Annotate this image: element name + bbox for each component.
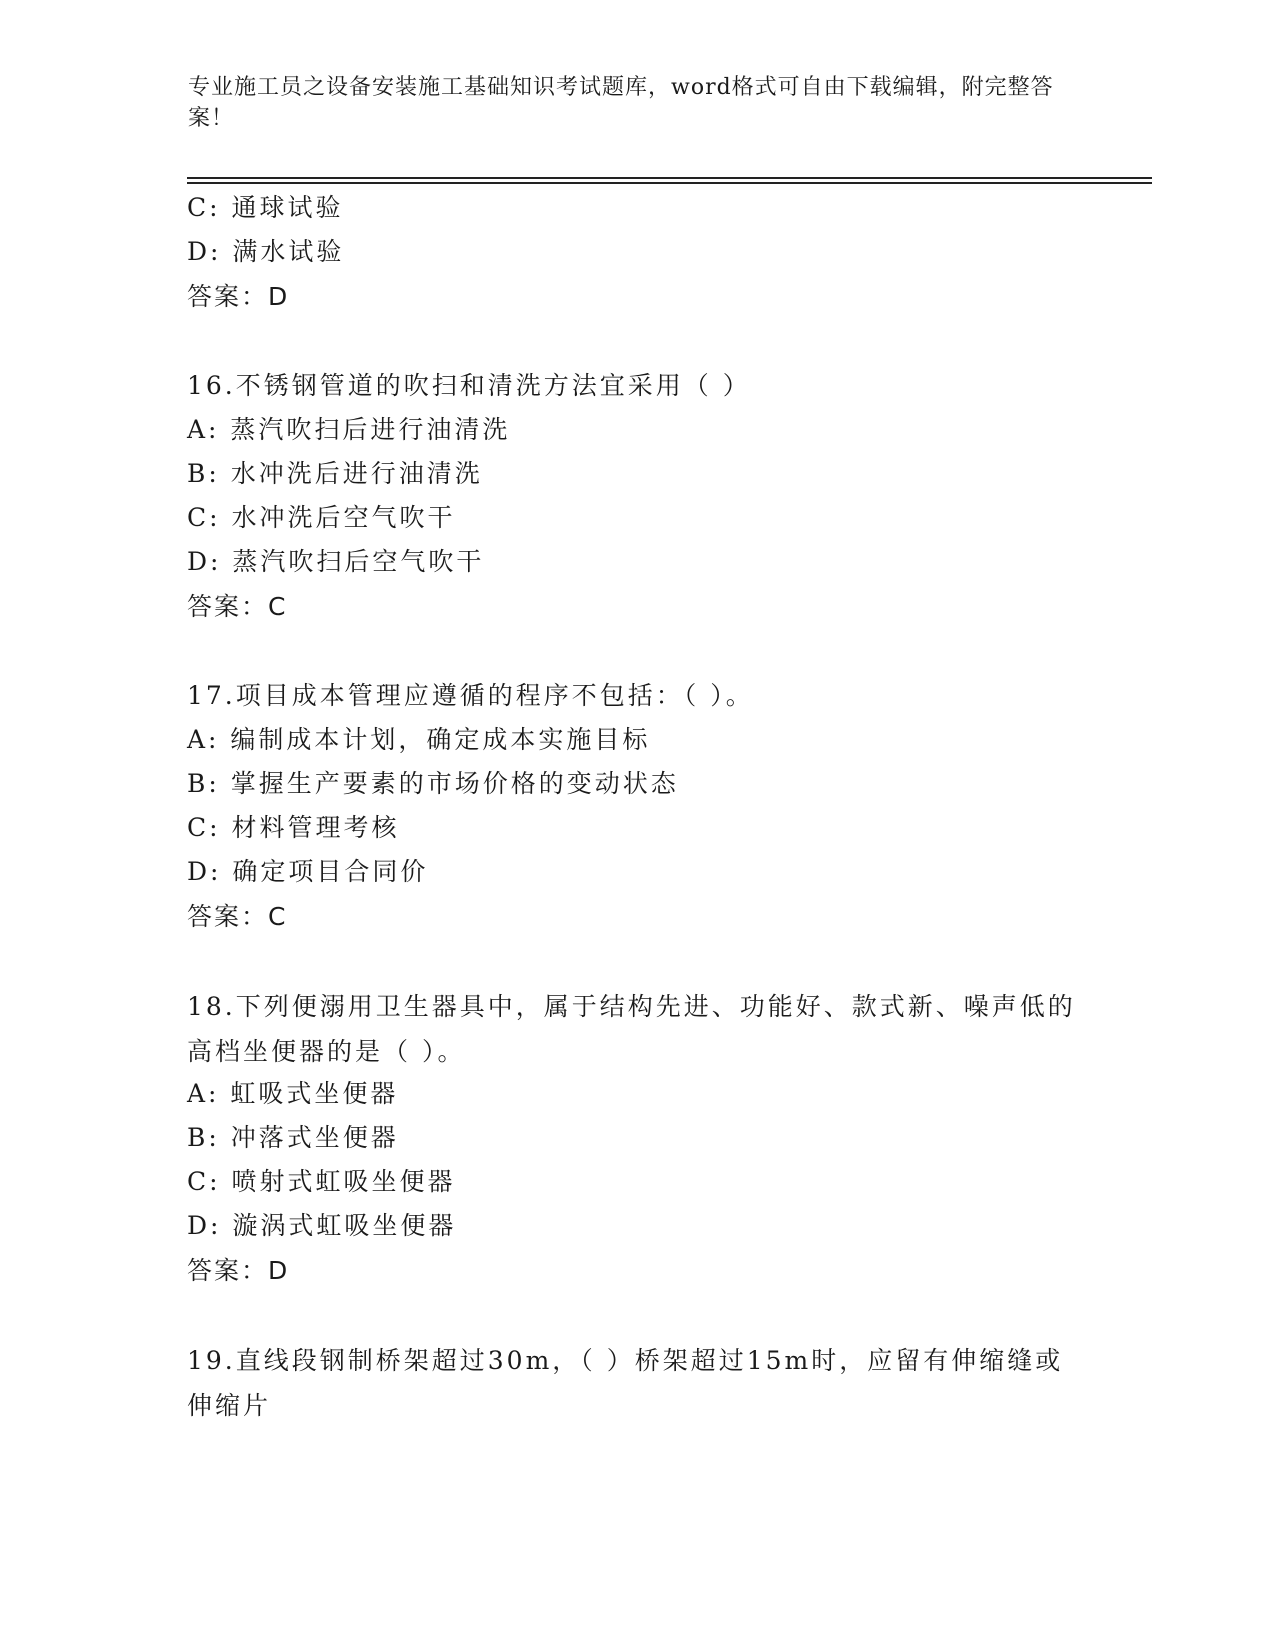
q17-stem: 17.项目成本管理应遵循的程序不包括：（ ）。 — [187, 681, 754, 710]
q18-option-a: A: 虹吸式坐便器 — [187, 1079, 399, 1108]
q17-option-c: C: 材料管理考核 — [187, 813, 400, 842]
header-divider-bottom — [187, 182, 1152, 184]
q15-option-c: C: 通球试验 — [187, 193, 344, 222]
q16-option-d: D: 蒸汽吹扫后空气吹干 — [187, 547, 485, 576]
q18-option-b: B: 冲落式坐便器 — [187, 1123, 399, 1152]
q16-answer: 答案：C — [187, 592, 288, 621]
document-header: 专业施工员之设备安装施工基础知识考试题库，word格式可自由下载编辑，附完整答案！ — [188, 75, 1054, 131]
q16-option-b: B: 水冲洗后进行油清洗 — [187, 459, 483, 488]
q16-option-a: A: 蒸汽吹扫后进行油清洗 — [187, 415, 511, 444]
q15-answer: 答案：D — [187, 282, 290, 311]
header-divider-top — [187, 177, 1152, 179]
q18-option-c: C: 喷射式虹吸坐便器 — [187, 1167, 456, 1196]
q16-option-c: C: 水冲洗后空气吹干 — [187, 503, 456, 532]
q15-option-d: D: 满水试验 — [187, 237, 345, 266]
q18-answer: 答案：D — [187, 1256, 290, 1285]
q18-stem: 18.下列便溺用卫生器具中，属于结构先进、功能好、款式新、噪声低的高档坐便器的是（ ）。 — [187, 992, 1076, 1066]
q18-option-d: D: 漩涡式虹吸坐便器 — [187, 1211, 457, 1240]
q17-answer: 答案：C — [187, 902, 288, 931]
q17-option-d: D: 确定项目合同价 — [187, 857, 429, 886]
q16-stem: 16.不锈钢管道的吹扫和清洗方法宜采用（ ） — [187, 371, 751, 400]
q17-option-a: A: 编制成本计划，确定成本实施目标 — [187, 725, 651, 754]
q19-stem: 19.直线段钢制桥架超过30m，（ ）桥架超过15m时，应留有伸缩缝或伸缩片 — [187, 1346, 1064, 1420]
q17-option-b: B: 掌握生产要素的市场价格的变动状态 — [187, 769, 679, 798]
